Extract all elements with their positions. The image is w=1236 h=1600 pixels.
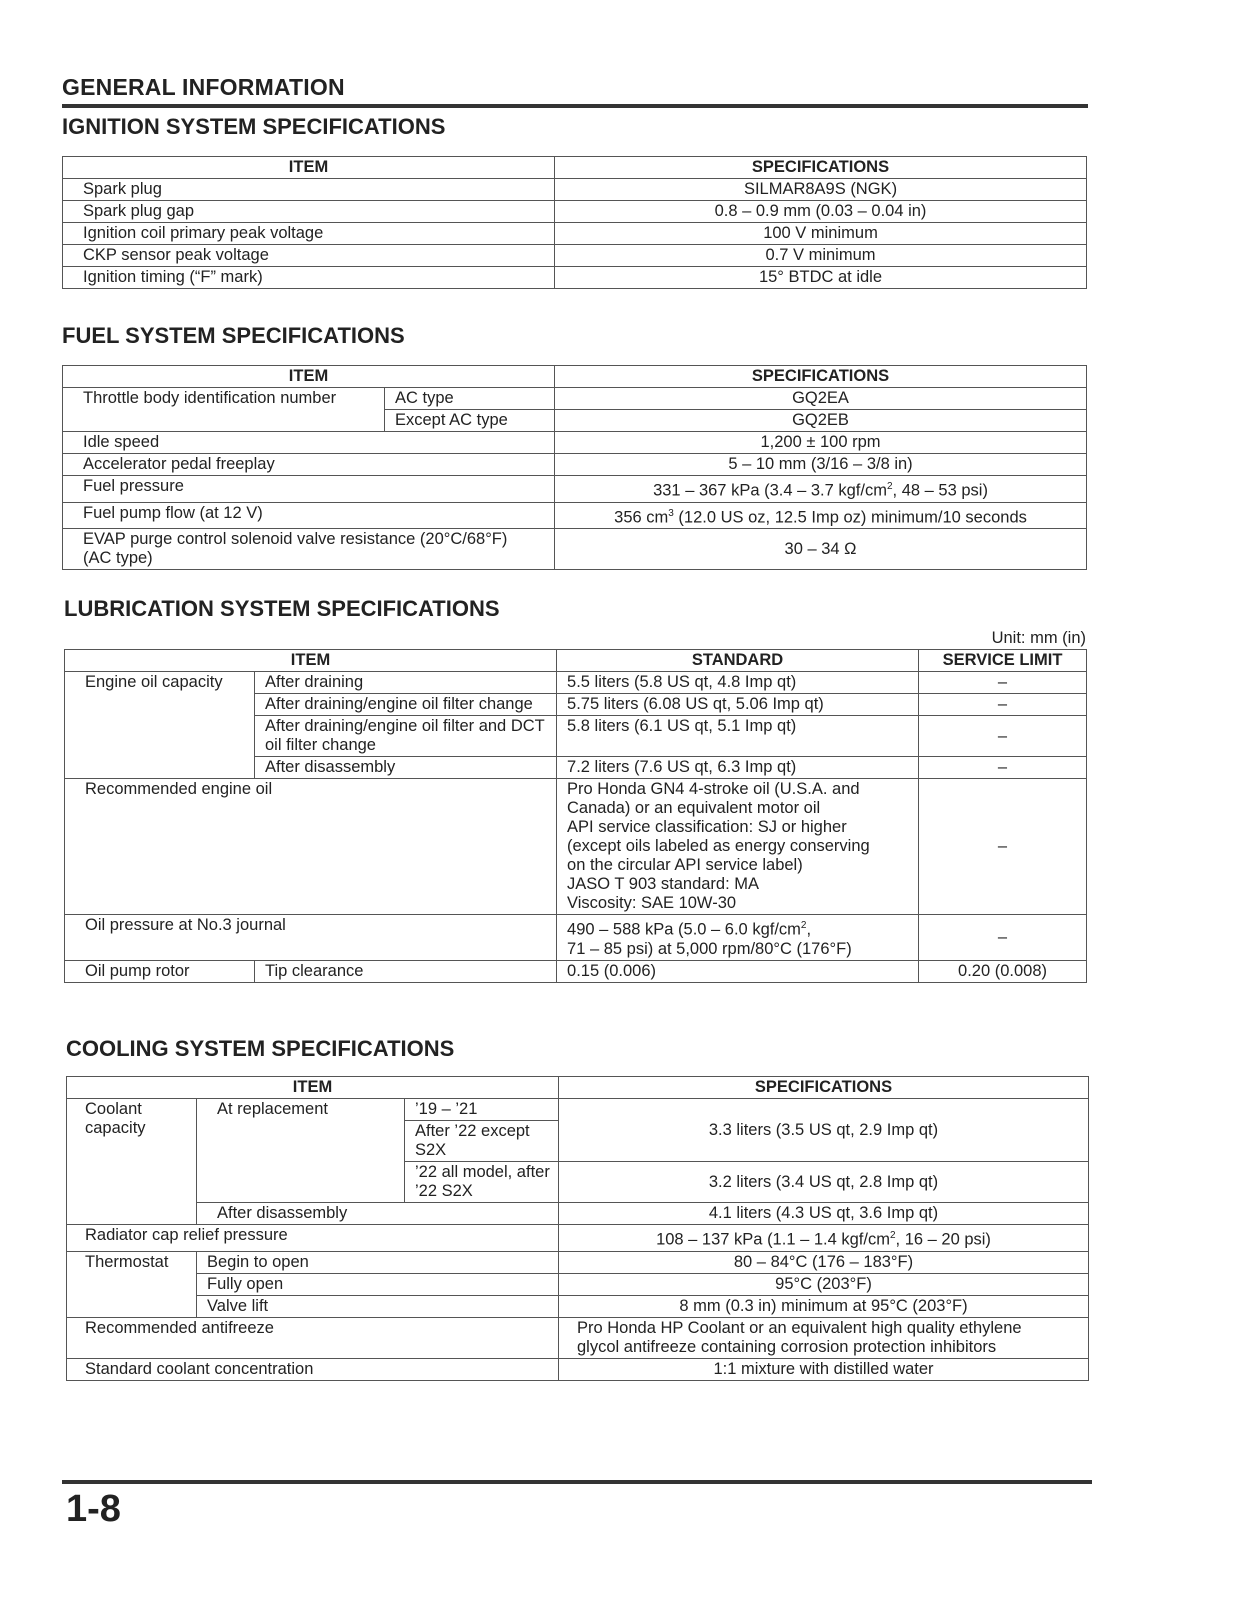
- table-header-row: [63, 157, 1087, 179]
- sub-item-cell: After disassembly: [255, 757, 557, 779]
- table-row: [63, 223, 1087, 245]
- spec-text: 331 – 367 kPa (3.4 – 3.7 kgf/cm: [653, 481, 887, 500]
- table-row: [63, 476, 1087, 503]
- table-row: [65, 960, 1087, 982]
- limit-cell: –: [919, 915, 1087, 961]
- sub-item-cell: Except AC type: [385, 410, 555, 432]
- fuel-spec-table: [62, 365, 1087, 570]
- spec-text: 356 cm: [614, 508, 669, 526]
- item-cell: Oil pressure at No.3 journal: [65, 915, 557, 961]
- spec-text: , 16 – 20 psi): [895, 1230, 991, 1249]
- spec-cell: 5 – 10 mm (3/16 – 3/8 in): [555, 454, 1087, 476]
- item-cell: Recommended antifreeze: [67, 1317, 559, 1358]
- item-line: (AC type): [83, 549, 153, 567]
- spec-cell: 8 mm (0.3 in) minimum at 95°C (203°F): [559, 1295, 1089, 1317]
- footer-rule: [62, 1480, 1092, 1484]
- table-row: [65, 779, 1087, 915]
- table-row: [63, 245, 1087, 267]
- item-header: ITEM: [67, 1077, 559, 1099]
- spec-header: SPECIFICATIONS: [555, 157, 1087, 179]
- header-rule: [62, 104, 1088, 108]
- limit-cell: 0.20 (0.008): [919, 960, 1087, 982]
- limit-cell: –: [919, 716, 1087, 757]
- spec-cell: 30 – 34 Ω: [555, 529, 1087, 570]
- spec-cell: 0.7 V minimum: [555, 245, 1087, 267]
- spec-cell: 1,200 ± 100 rpm: [555, 432, 1087, 454]
- sub-item-cell: Tip clearance: [255, 960, 557, 982]
- item-cell: Radiator cap relief pressure: [67, 1225, 559, 1252]
- item-cell: Accelerator pedal freeplay: [63, 454, 555, 476]
- table-header-row: [63, 366, 1087, 388]
- spec-text: 108 – 137 kPa (1.1 – 1.4 kgf/cm: [656, 1230, 890, 1249]
- sub-item-cell: Fully open: [197, 1273, 559, 1295]
- table-row: [63, 502, 1087, 529]
- item-line: EVAP purge control solenoid valve resistance (20°C/68°F): [83, 530, 508, 548]
- spec-cell: 0.8 – 0.9 mm (0.03 – 0.04 in): [555, 201, 1087, 223]
- spec-text: (12.0 US oz, 12.5 Imp oz) minimum/10 seconds: [673, 508, 1027, 526]
- spec-cell: GQ2EA: [555, 388, 1087, 410]
- spec-cell: GQ2EB: [555, 410, 1087, 432]
- spec-header: SPECIFICATIONS: [559, 1077, 1089, 1099]
- sub-item-cell: After draining/engine oil filter and DCT oil filter change: [255, 716, 557, 757]
- model-cell: After ’22 except S2X: [405, 1121, 559, 1162]
- standard-line: [567, 916, 914, 940]
- table-row: [67, 1203, 1089, 1225]
- sub-item-cell: At replacement: [197, 1099, 405, 1203]
- superscript: 2: [886, 481, 893, 492]
- sub-item-cell: AC type: [385, 388, 555, 410]
- item-cell: Recommended engine oil: [65, 779, 557, 915]
- item-cell: CKP sensor peak voltage: [63, 245, 555, 267]
- item-cell: Engine oil capacity: [65, 672, 255, 779]
- table-row: [63, 432, 1087, 454]
- standard-text: 490 – 588 kPa (5.0 – 6.0 kgf/cm: [567, 920, 801, 939]
- limit-header: SERVICE LIMIT: [919, 650, 1087, 672]
- ignition-spec-table: [62, 156, 1087, 289]
- spec-cell: 80 – 84°C (176 – 183°F): [559, 1251, 1089, 1273]
- spec-cell: [555, 476, 1087, 503]
- table-row: [65, 672, 1087, 694]
- table-row: [63, 388, 1087, 410]
- spec-cell: 1:1 mixture with distilled water: [559, 1358, 1089, 1380]
- cooling-section-title: COOLING SYSTEM SPECIFICATIONS: [66, 1036, 455, 1061]
- limit-cell: –: [919, 694, 1087, 716]
- limit-cell: –: [919, 779, 1087, 915]
- item-cell: Thermostat: [67, 1251, 197, 1317]
- lubrication-section-title: LUBRICATION SYSTEM SPECIFICATIONS: [64, 596, 500, 621]
- standard-line: API service classification: SJ or higher: [567, 818, 847, 836]
- spec-cell: [559, 1317, 1089, 1358]
- spec-cell: 15° BTDC at idle: [555, 267, 1087, 289]
- superscript: 2: [800, 920, 807, 931]
- standard-line: JASO T 903 standard: MA: [567, 875, 760, 893]
- table-header-row: [67, 1077, 1089, 1099]
- item-cell: Idle speed: [63, 432, 555, 454]
- table-row: [63, 179, 1087, 201]
- standard-header: STANDARD: [557, 650, 919, 672]
- table-row: [67, 1099, 1089, 1121]
- spec-cell: 3.3 liters (3.5 US qt, 2.9 Imp qt): [559, 1099, 1089, 1162]
- spec-header: SPECIFICATIONS: [555, 366, 1087, 388]
- table-row: [63, 201, 1087, 223]
- standard-cell: 0.15 (0.006): [557, 960, 919, 982]
- sub-item-cell: Valve lift: [197, 1295, 559, 1317]
- spec-line: glycol antifreeze containing corrosion protection inhibitors: [577, 1337, 997, 1356]
- sub-item-cell: After draining: [255, 672, 557, 694]
- standard-line: on the circular API service label): [567, 856, 803, 874]
- unit-note: Unit: mm (in): [991, 629, 1086, 647]
- item-cell: Throttle body identification number: [63, 388, 385, 432]
- spec-cell: [559, 1225, 1089, 1252]
- superscript: 3: [668, 507, 674, 519]
- table-row: [67, 1251, 1089, 1273]
- standard-cell: 5.75 liters (6.08 US qt, 5.06 Imp qt): [557, 694, 919, 716]
- item-cell: Spark plug: [63, 179, 555, 201]
- sub-item-cell: After draining/engine oil filter change: [255, 694, 557, 716]
- table-row: [63, 529, 1087, 570]
- table-row: [67, 1295, 1089, 1317]
- item-cell: [63, 529, 555, 570]
- standard-line: Pro Honda GN4 4-stroke oil (U.S.A. and: [567, 780, 860, 798]
- item-header: ITEM: [63, 366, 555, 388]
- table-row: [67, 1225, 1089, 1252]
- table-row: [67, 1358, 1089, 1380]
- item-cell: Spark plug gap: [63, 201, 555, 223]
- standard-cell: [557, 915, 919, 961]
- standard-line: (except oils labeled as energy conserving: [567, 837, 870, 855]
- spec-cell: 4.1 liters (4.3 US qt, 3.6 Imp qt): [559, 1203, 1089, 1225]
- sub-item-cell: After disassembly: [197, 1203, 559, 1225]
- limit-cell: –: [919, 757, 1087, 779]
- page-number: 1-8: [66, 1488, 121, 1530]
- sub-item-cell: Begin to open: [197, 1251, 559, 1273]
- table-row: [67, 1317, 1089, 1358]
- spec-cell: SILMAR8A9S (NGK): [555, 179, 1087, 201]
- spec-cell: 95°C (203°F): [559, 1273, 1089, 1295]
- fuel-section-title: FUEL SYSTEM SPECIFICATIONS: [62, 323, 405, 348]
- item-cell: Fuel pressure: [63, 476, 555, 503]
- table-row: [65, 915, 1087, 961]
- standard-line: Viscosity: SAE 10W-30: [567, 894, 737, 912]
- item-cell: Fuel pump flow (at 12 V): [63, 502, 555, 529]
- spec-line: Pro Honda HP Coolant or an equivalent high quality ethylene: [577, 1318, 1022, 1337]
- item-cell: Ignition timing (“F” mark): [63, 267, 555, 289]
- standard-cell: 5.5 liters (5.8 US qt, 4.8 Imp qt): [557, 672, 919, 694]
- ignition-section-title: IGNITION SYSTEM SPECIFICATIONS: [62, 114, 446, 139]
- spec-cell: 3.2 liters (3.4 US qt, 2.8 Imp qt): [559, 1162, 1089, 1203]
- spec-cell: [555, 502, 1087, 529]
- table-row: [67, 1273, 1089, 1295]
- item-cell: Standard coolant concentration: [67, 1358, 559, 1380]
- spec-text: , 48 – 53 psi): [892, 481, 988, 500]
- standard-cell: 5.8 liters (6.1 US qt, 5.1 Imp qt): [557, 716, 919, 757]
- item-header: ITEM: [65, 650, 557, 672]
- lubrication-spec-table: [64, 649, 1087, 983]
- page-heading: GENERAL INFORMATION: [62, 74, 345, 100]
- table-row: [63, 454, 1087, 476]
- model-cell: ’19 – ’21: [405, 1099, 559, 1121]
- standard-line: Canada) or an equivalent motor oil: [567, 799, 821, 817]
- superscript: 2: [889, 1230, 896, 1241]
- spec-cell: 100 V minimum: [555, 223, 1087, 245]
- item-header: ITEM: [63, 157, 555, 179]
- item-cell: Coolant capacity: [67, 1099, 197, 1225]
- cooling-spec-table: [66, 1076, 1089, 1381]
- table-row: [63, 267, 1087, 289]
- item-cell: Ignition coil primary peak voltage: [63, 223, 555, 245]
- standard-cell: 7.2 liters (7.6 US qt, 6.3 Imp qt): [557, 757, 919, 779]
- standard-text: ,: [806, 920, 812, 939]
- limit-cell: –: [919, 672, 1087, 694]
- table-header-row: [65, 650, 1087, 672]
- standard-line: 71 – 85 psi) at 5,000 rpm/80°C (176°F): [567, 939, 852, 958]
- item-cell: Oil pump rotor: [65, 960, 255, 982]
- standard-cell: [557, 779, 919, 915]
- model-cell: ’22 all model, after ’22 S2X: [405, 1162, 559, 1203]
